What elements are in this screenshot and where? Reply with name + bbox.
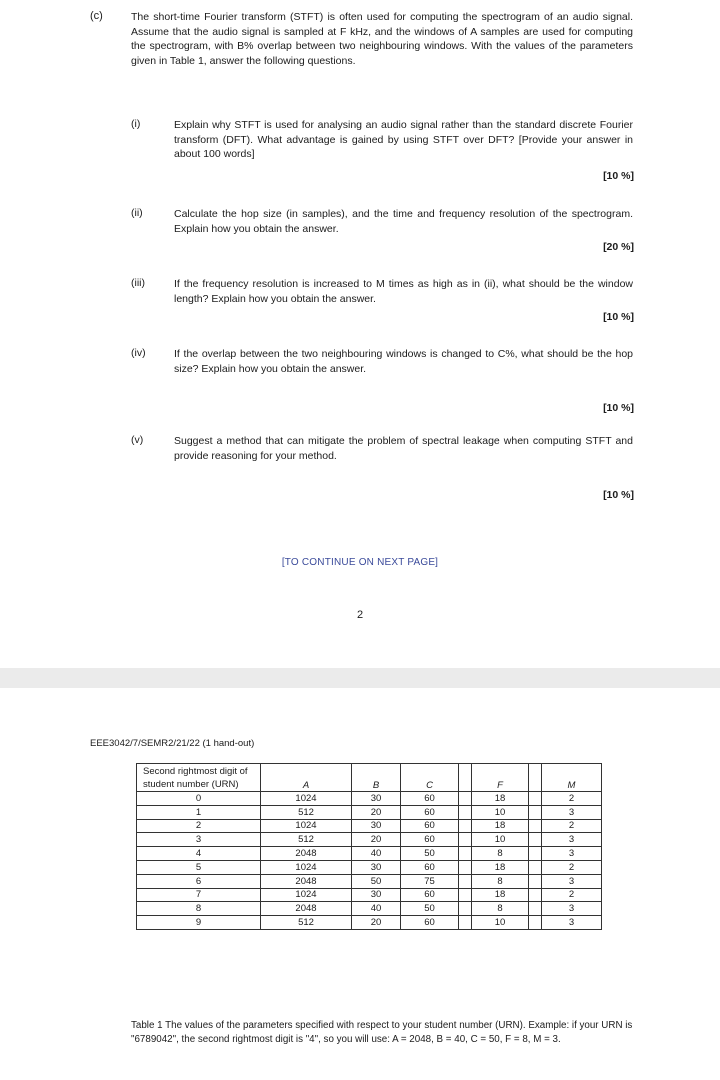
spacer-cell xyxy=(459,874,472,888)
spacer-cell xyxy=(529,819,542,833)
spacer-cell xyxy=(529,833,542,847)
cell-c: 60 xyxy=(401,819,459,833)
question-text: If the overlap between the two neighbouring windows is changed to C%, what should be the hop size? Explain how you obtain the answer. xyxy=(174,348,633,375)
table-row xyxy=(137,792,602,806)
cell-a: 512 xyxy=(261,916,352,930)
spacer-cell xyxy=(459,833,472,847)
cell-c: 50 xyxy=(401,847,459,861)
exam-page-3 xyxy=(0,688,720,1080)
question-number: (i) xyxy=(131,118,141,130)
cell-b: 30 xyxy=(352,888,401,902)
cell-f: 18 xyxy=(472,888,529,902)
question-number: (iii) xyxy=(131,277,145,289)
page-number: 2 xyxy=(356,609,364,621)
cell-f: 18 xyxy=(472,819,529,833)
continue-note: [TO CONTINUE ON NEXT PAGE] xyxy=(281,557,439,568)
cell-urn: 3 xyxy=(137,833,261,847)
spacer-column xyxy=(459,764,472,792)
spacer-cell xyxy=(459,805,472,819)
cell-a: 1024 xyxy=(261,792,352,806)
cell-a: 2048 xyxy=(261,847,352,861)
table-row xyxy=(137,805,602,819)
cell-m: 3 xyxy=(542,874,602,888)
spacer-cell xyxy=(459,916,472,930)
spacer-cell xyxy=(459,847,472,861)
cell-b: 20 xyxy=(352,805,401,819)
cell-b: 20 xyxy=(352,833,401,847)
cell-f: 10 xyxy=(472,916,529,930)
cell-c: 60 xyxy=(401,860,459,874)
cell-urn: 2 xyxy=(137,819,261,833)
question-marks: [10 %] xyxy=(603,311,634,323)
table-body xyxy=(137,792,602,930)
column-header-f: F xyxy=(472,764,529,792)
cell-a: 1024 xyxy=(261,860,352,874)
cell-urn: 4 xyxy=(137,847,261,861)
question-marks: [10 %] xyxy=(603,489,634,501)
table-row xyxy=(137,916,602,930)
spacer-cell xyxy=(529,792,542,806)
spacer-cell xyxy=(529,874,542,888)
question-marks: [10 %] xyxy=(603,170,634,182)
cell-m: 3 xyxy=(542,847,602,861)
cell-urn: 9 xyxy=(137,916,261,930)
cell-a: 1024 xyxy=(261,888,352,902)
spacer-cell xyxy=(529,902,542,916)
table-row xyxy=(137,874,602,888)
spacer-cell xyxy=(529,847,542,861)
cell-a: 512 xyxy=(261,805,352,819)
document-header: EEE3042/7/SEMR2/21/22 (1 hand-out) xyxy=(90,738,255,749)
cell-m: 3 xyxy=(542,916,602,930)
cell-urn: 6 xyxy=(137,874,261,888)
column-header-b: B xyxy=(352,764,401,792)
cell-f: 10 xyxy=(472,833,529,847)
cell-b: 20 xyxy=(352,916,401,930)
cell-urn: 7 xyxy=(137,888,261,902)
cell-a: 1024 xyxy=(261,819,352,833)
cell-c: 60 xyxy=(401,833,459,847)
spacer-cell xyxy=(459,860,472,874)
cell-c: 60 xyxy=(401,792,459,806)
cell-c: 60 xyxy=(401,916,459,930)
spacer-cell xyxy=(529,916,542,930)
column-header-m: M xyxy=(542,764,602,792)
cell-f: 18 xyxy=(472,792,529,806)
spacer-cell xyxy=(459,902,472,916)
question-number: (v) xyxy=(131,434,144,446)
cell-f: 8 xyxy=(472,902,529,916)
table-row xyxy=(137,888,602,902)
cell-urn: 8 xyxy=(137,902,261,916)
cell-m: 3 xyxy=(542,833,602,847)
spacer-cell xyxy=(459,792,472,806)
spacer-cell xyxy=(529,888,542,902)
cell-a: 2048 xyxy=(261,902,352,916)
cell-f: 8 xyxy=(472,847,529,861)
cell-m: 2 xyxy=(542,792,602,806)
cell-c: 50 xyxy=(401,902,459,916)
cell-b: 30 xyxy=(352,860,401,874)
table-row xyxy=(137,902,602,916)
column-header-urn: Second rightmost digit of student number (URN) xyxy=(137,764,261,792)
table-row xyxy=(137,819,602,833)
column-header-c: C xyxy=(401,764,459,792)
spacer-column xyxy=(529,764,542,792)
cell-b: 30 xyxy=(352,792,401,806)
spacer-cell xyxy=(529,805,542,819)
cell-m: 3 xyxy=(542,805,602,819)
table-caption: Table 1 The values of the parameters specified with respect to your student number (URN). Example: if your URN is "6789042", the second rightmost digit is "4", so you will use: A = 2048, B = 40, C = 50, F = 8, M = 3. xyxy=(131,1020,633,1045)
cell-a: 2048 xyxy=(261,874,352,888)
cell-m: 2 xyxy=(542,860,602,874)
cell-c: 75 xyxy=(401,874,459,888)
cell-f: 18 xyxy=(472,860,529,874)
question-text: If the frequency resolution is increased to M times as high as in (ii), what should be the window length? Explain how you obtain the answer. xyxy=(174,278,633,305)
table-header-row xyxy=(137,764,602,792)
cell-b: 40 xyxy=(352,847,401,861)
cell-urn: 0 xyxy=(137,792,261,806)
question-text: Calculate the hop size (in samples), and the time and frequency resolution of the spectrogram. Explain how you obtain the answer. xyxy=(174,208,633,235)
cell-c: 60 xyxy=(401,805,459,819)
table-row xyxy=(137,847,602,861)
cell-f: 8 xyxy=(472,874,529,888)
cell-m: 2 xyxy=(542,888,602,902)
question-number: (ii) xyxy=(131,207,143,219)
cell-a: 512 xyxy=(261,833,352,847)
cell-b: 40 xyxy=(352,902,401,916)
part-label: (c) xyxy=(90,10,103,22)
cell-b: 50 xyxy=(352,874,401,888)
table-row xyxy=(137,833,602,847)
table-row xyxy=(137,860,602,874)
page-separator xyxy=(0,668,720,688)
question-text: Suggest a method that can mitigate the problem of spectral leakage when computing STFT and provide reasoning for your method. xyxy=(174,435,633,462)
parameter-table xyxy=(136,763,602,930)
question-intro: The short-time Fourier transform (STFT) is often used for computing the spectrogram of an audio signal. Assume that the audio signal is sampled at F kHz, and the windows of A samples are used for computing the spectrogram, with B% overlap between two neighbouring windows. With the values of the parameters given in Table 1, answer the following questions. xyxy=(131,11,633,68)
cell-m: 3 xyxy=(542,902,602,916)
cell-b: 30 xyxy=(352,819,401,833)
question-text: Explain why STFT is used for analysing an audio signal rather than the standard discrete Fourier transform (DFT). What advantage is gained by using STFT over DFT? [Provide your answer in about 100 words] xyxy=(174,119,633,160)
spacer-cell xyxy=(459,819,472,833)
cell-f: 10 xyxy=(472,805,529,819)
spacer-cell xyxy=(529,860,542,874)
cell-urn: 5 xyxy=(137,860,261,874)
spacer-cell xyxy=(459,888,472,902)
question-marks: [20 %] xyxy=(603,241,634,253)
column-header-a: A xyxy=(261,764,352,792)
question-marks: [10 %] xyxy=(603,402,634,414)
cell-m: 2 xyxy=(542,819,602,833)
cell-urn: 1 xyxy=(137,805,261,819)
question-number: (iv) xyxy=(131,347,146,359)
cell-c: 60 xyxy=(401,888,459,902)
